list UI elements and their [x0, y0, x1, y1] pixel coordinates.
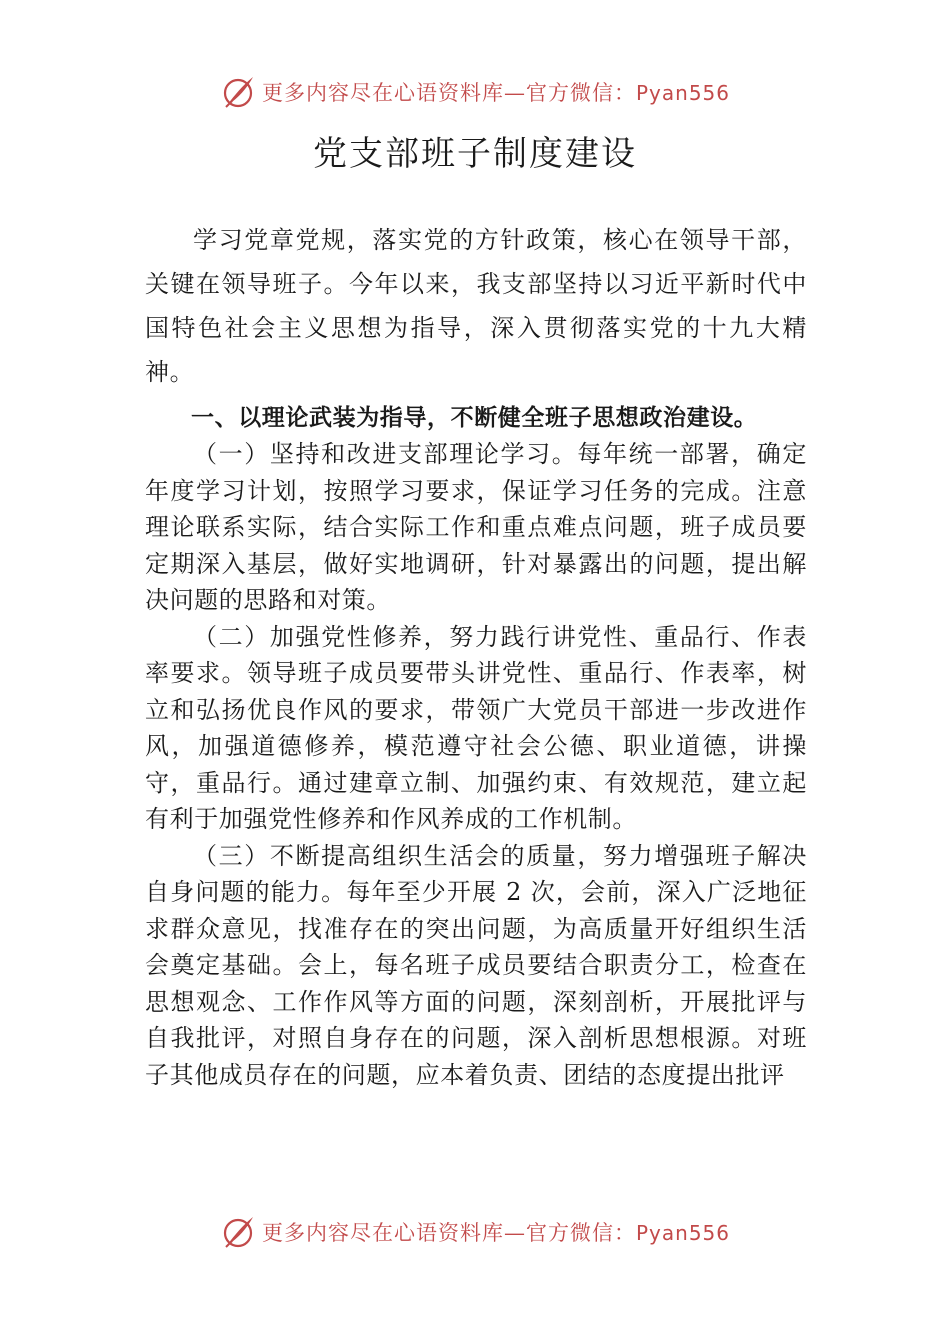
item-paragraph-2: （二）加强党性修养，努力践行讲党性、重品行、作表率要求。领导班子成员要带头讲党性、重品行、作表率，树立和弘扬优良作风的要求，带领广大党员干部进一步改进作风，加强道德修养，模范遵守社会公德、职业道德，讲操守，重品行。通过建章立制、加强约束、有效规范，建立起有利于加强党性修养和作风养成的工作机制。: [145, 622, 807, 833]
document-body: [145, 218, 807, 1093]
quill-pen-logo-icon: [220, 74, 256, 110]
banner-text-main: 更多内容尽在心语资料库—官方微信：: [261, 81, 636, 105]
item-paragraph-1: （一）坚持和改进支部理论学习。每年统一部署，确定年度学习计划，按照学习要求，保证学习任务的完成。注意理论联系实际，结合实际工作和重点难点问题，班子成员要定期深入基层，做好实地调研，针对暴露出的问题，提出解决问题的思路和对策。: [145, 440, 807, 614]
header-watermark-banner: [0, 72, 950, 112]
banner-text: [262, 1217, 730, 1247]
banner-wechat-handle: Pyan556: [635, 81, 730, 105]
section-heading-1: 一、以理论武装为指导，不断健全班子思想政治建设。: [191, 405, 758, 431]
banner-text-main: 更多内容尽在心语资料库—官方微信：: [261, 1221, 636, 1245]
banner-text: [262, 77, 730, 107]
footer-watermark-banner: [0, 1212, 950, 1252]
banner-wechat-handle: Pyan556: [635, 1221, 730, 1245]
document-title: 党支部班子制度建设: [313, 134, 637, 174]
quill-pen-logo-icon: [220, 1214, 256, 1250]
item-paragraph-3: （三）不断提高组织生活会的质量，努力增强班子解决自身问题的能力。每年至少开展 2 次，会前，深入广泛地征求群众意见，找准存在的突出问题，为高质量开好组织生活会奠定基础。会上，每名班子成员要结合职责分工，检查在思想观念、工作作风等方面的问题，深刻剖析，开展批评与自我批评，对照自身存在的问题，深入剖析思想根源。对班子其他成员存在的问题，应本着负责、团结的态度提出批评: [145, 841, 807, 1089]
intro-paragraph: 学习党章党规，落实党的方针政策，核心在领导干部，关键在领导班子。今年以来，我支部坚持以习近平新时代中国特色社会主义思想为指导，深入贯彻落实党的十九大精神。: [145, 226, 807, 386]
